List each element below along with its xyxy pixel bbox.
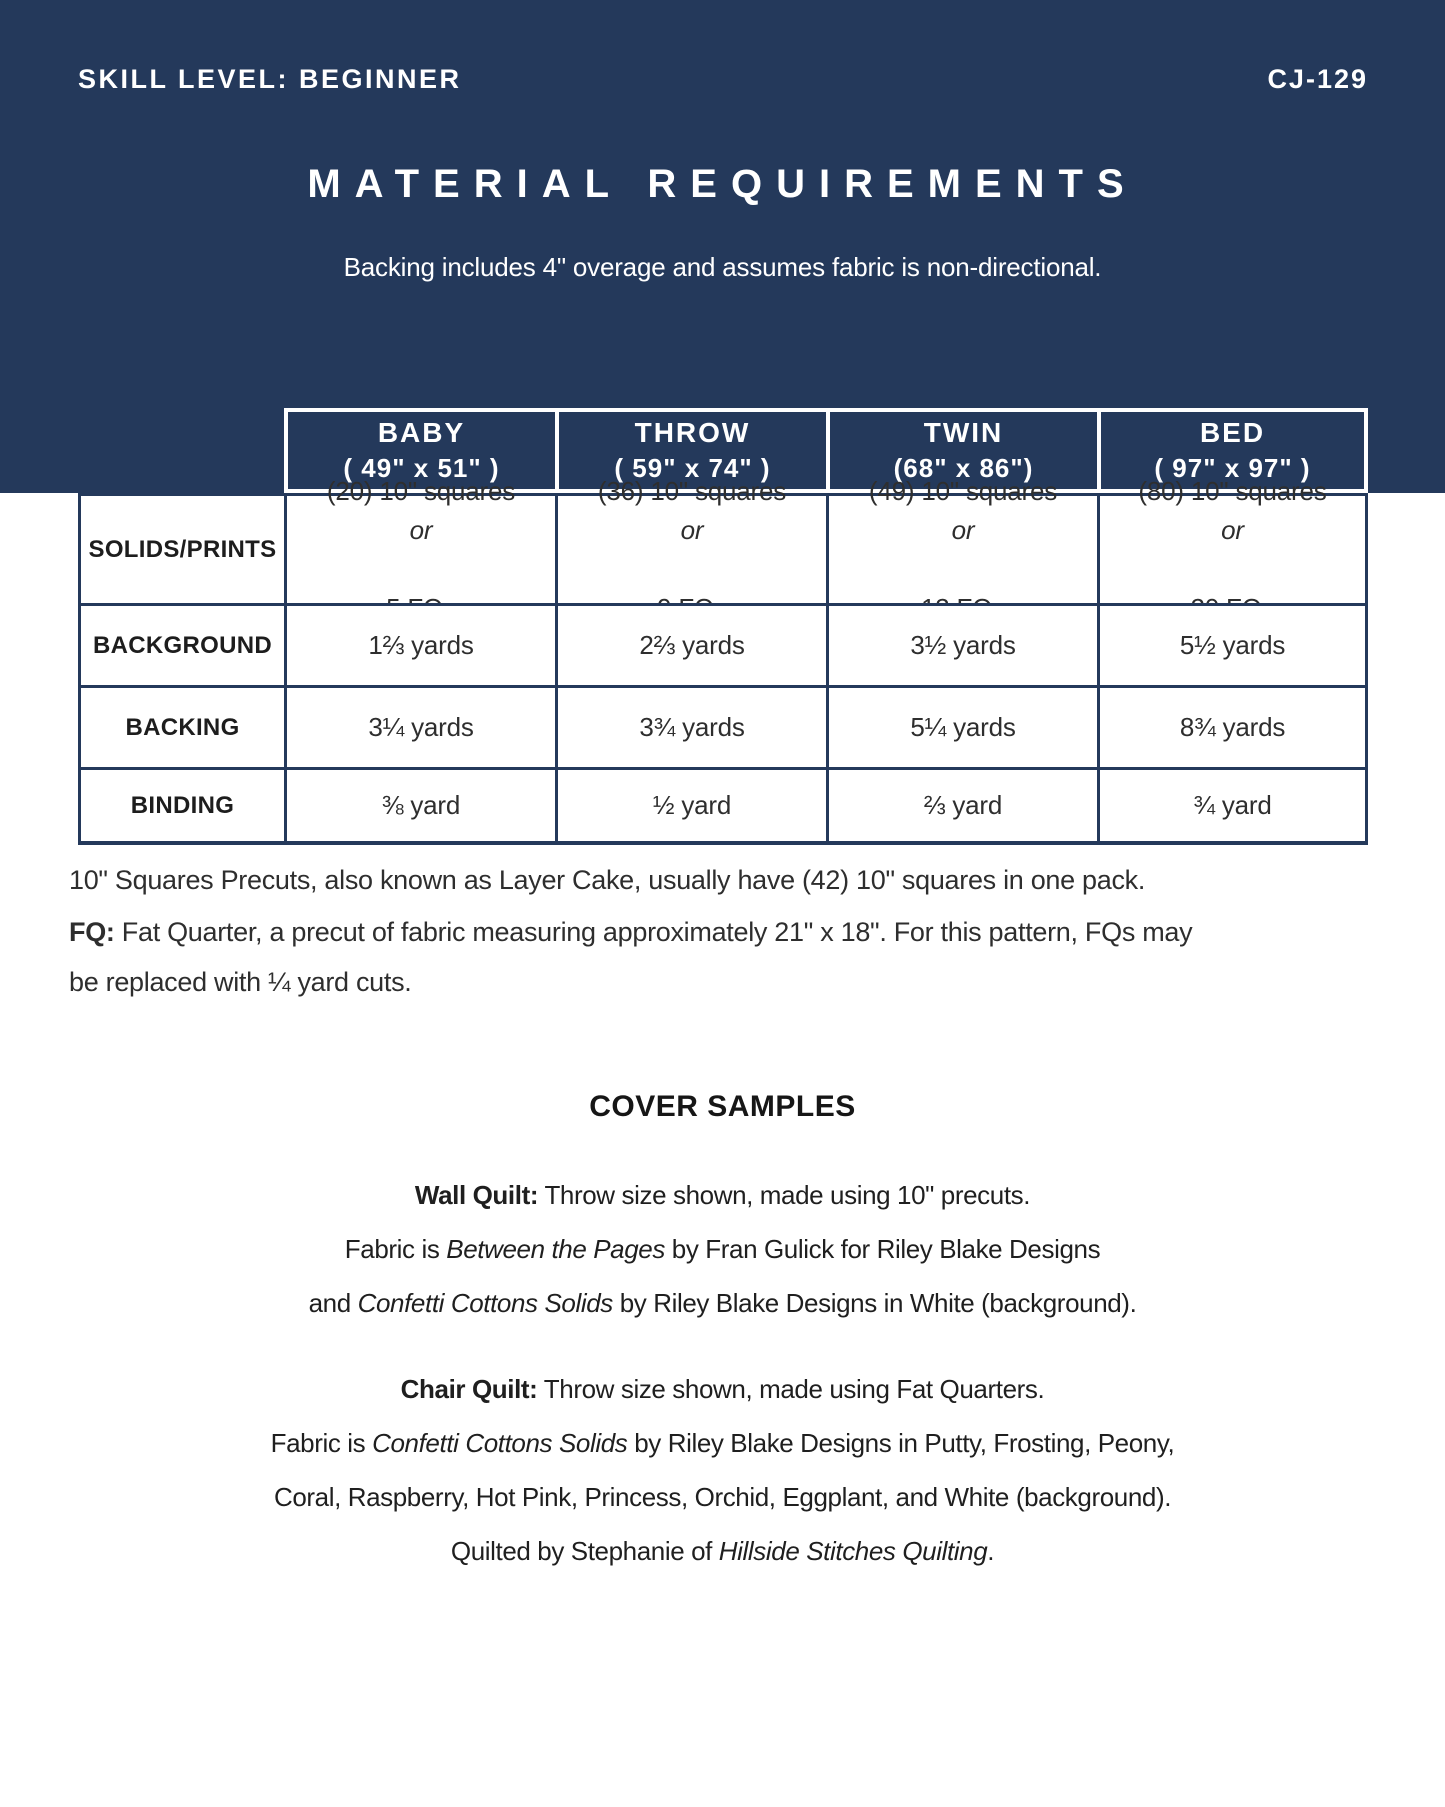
material-requirements-table <box>78 408 1368 845</box>
chair-quilt-paragraph <box>0 1362 1445 1578</box>
text-run: 3½ yards <box>910 630 1016 660</box>
column-name: BED <box>1199 417 1266 449</box>
text-run: (36) 10" squares <box>597 475 787 506</box>
table-cell <box>284 685 555 767</box>
bold-text-run: FQ: <box>69 917 115 947</box>
text-run: be replaced with ¼ yard cuts. <box>69 967 412 997</box>
text-run: 5¼ yards <box>910 712 1016 742</box>
text-run: ⅔ yard <box>923 790 1003 820</box>
text-run: (80) 10" squares <box>1138 475 1327 506</box>
note-fat-quarter <box>69 907 1399 1007</box>
cover-samples-heading: COVER SAMPLES <box>589 1090 856 1123</box>
table-cell <box>1097 603 1368 685</box>
italic-text-run: or <box>1221 514 1244 545</box>
italic-text-run: or <box>951 514 975 545</box>
text-run: and <box>308 1288 358 1318</box>
text-run: 3¼ yards <box>368 712 474 742</box>
text-run: Fabric is <box>344 1234 447 1264</box>
table-cell <box>284 603 555 685</box>
text-run: (20) 10" squares <box>326 475 516 506</box>
text-run: (49) 10" squares <box>868 475 1058 506</box>
text-run: . <box>987 1536 995 1566</box>
table-cell <box>555 767 826 845</box>
text-run: 10" Squares Precuts, also known as Layer Cake, usually have (42) 10" squares in one pack. <box>69 865 1146 895</box>
text-run: 3¾ yards <box>639 712 745 742</box>
text-run: ½ yard <box>652 790 732 820</box>
text-run: 5½ yards <box>1179 630 1286 660</box>
bold-text-run: Chair Quilt: <box>400 1374 538 1404</box>
table-corner-spacer <box>78 408 284 493</box>
table-cell <box>284 475 555 603</box>
italic-text-run: Confetti Cottons Solids <box>357 1288 613 1318</box>
text-run: Fabric is <box>270 1428 373 1458</box>
italic-text-run: Between the Pages <box>446 1234 665 1264</box>
text-run: Throw size shown, made using Fat Quarters. <box>537 1374 1045 1404</box>
row-label-backing: BACKING <box>78 685 284 767</box>
text-run: Coral, Raspberry, Hot Pink, Princess, Orchid, Eggplant, and White (background). <box>273 1482 1172 1512</box>
column-dimensions: (68" x 86") <box>893 452 1034 483</box>
text-run: Quilted by Stephanie of <box>450 1536 719 1566</box>
wall-quilt-paragraph <box>0 1168 1445 1330</box>
text-run: 8¾ yards <box>1179 712 1286 742</box>
column-dimensions: ( 97" x 97" ) <box>1154 452 1311 483</box>
pattern-code: CJ-129 <box>1267 64 1368 94</box>
text-run: by Riley Blake Designs in White (background). <box>612 1288 1137 1318</box>
row-label-background: BACKGROUND <box>78 603 284 685</box>
table-cell <box>555 475 826 603</box>
column-dimensions: ( 59" x 74" ) <box>614 452 771 483</box>
column-name: TWIN <box>923 417 1004 449</box>
column-name: BABY <box>377 417 466 449</box>
table-cell <box>555 603 826 685</box>
row-label-solids-prints: SOLIDS/PRINTS <box>78 493 284 603</box>
table-cell <box>1097 685 1368 767</box>
column-name: THROW <box>634 417 751 449</box>
skill-level-label: SKILL LEVEL: BEGINNER <box>78 64 462 94</box>
table-cell <box>1097 767 1368 845</box>
table-cell <box>826 475 1097 603</box>
italic-text-run: or <box>680 514 704 545</box>
text-run: ⅜ yard <box>381 790 461 820</box>
text-run: by Riley Blake Designs in Putty, Frosting, Peony, <box>627 1428 1175 1458</box>
italic-text-run: Confetti Cottons Solids <box>372 1428 628 1458</box>
note-precuts <box>69 855 1399 905</box>
table-cell <box>555 685 826 767</box>
table-cell <box>826 685 1097 767</box>
text-run: 1⅔ yards <box>368 630 474 660</box>
bold-text-run: Wall Quilt: <box>414 1180 539 1210</box>
page-title: MATERIAL REQUIREMENTS <box>307 162 1138 206</box>
italic-text-run: or <box>409 514 433 545</box>
table-cell <box>1097 475 1368 603</box>
table-cell <box>826 603 1097 685</box>
italic-text-run: Hillside Stitches Quilting <box>718 1536 988 1566</box>
text-run: by Fran Gulick for Riley Blake Designs <box>664 1234 1101 1264</box>
text-run: Fat Quarter, a precut of fabric measuring approximately 21" x 18". For this pattern, FQs may <box>114 917 1193 947</box>
text-run: 2⅔ yards <box>639 630 745 660</box>
table-cell <box>826 767 1097 845</box>
table-cell <box>284 767 555 845</box>
backing-note-subtitle: Backing includes 4" overage and assumes fabric is non-directional. <box>343 252 1102 282</box>
row-label-binding: BINDING <box>78 767 284 845</box>
text-run: ¾ yard <box>1193 790 1272 820</box>
column-dimensions: ( 49" x 51" ) <box>343 452 500 483</box>
text-run: Throw size shown, made using 10" precuts. <box>538 1180 1031 1210</box>
